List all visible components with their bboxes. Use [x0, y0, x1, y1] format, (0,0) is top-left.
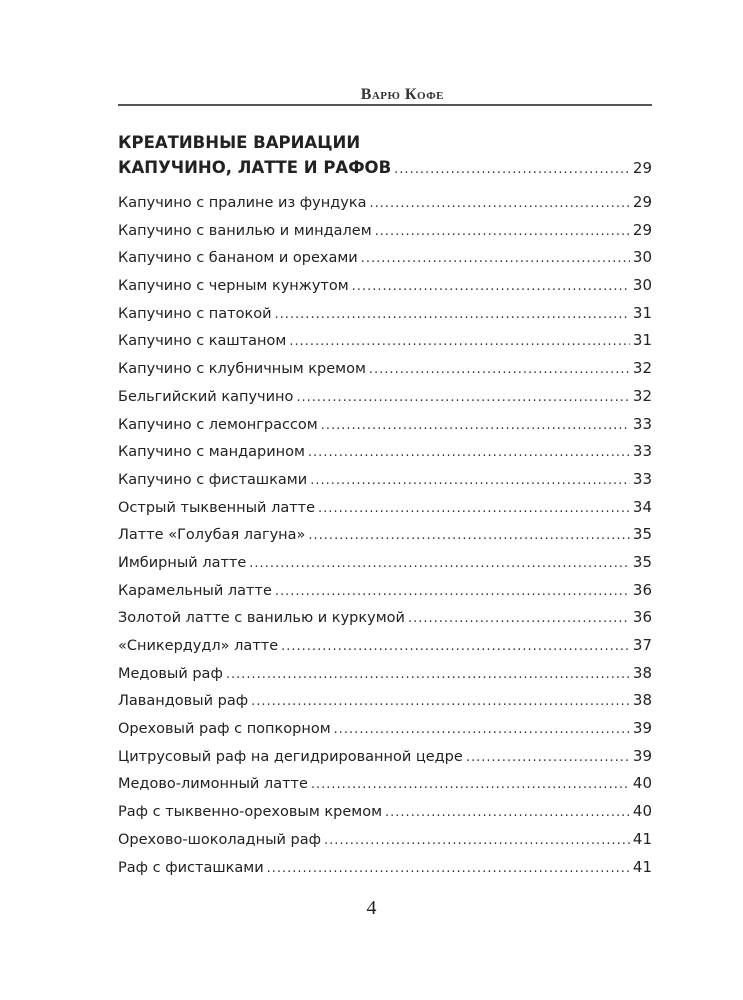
toc-entry-title: Острый тыквенный латте — [118, 499, 316, 516]
toc-entry[interactable] — [118, 608, 652, 636]
leader-dots — [321, 417, 630, 433]
section-title-line2: КАПУЧИНО, ЛАТТЕ И РАФОВ — [118, 158, 392, 177]
toc-entry-title: Орехово-шоколадный раф — [118, 831, 322, 848]
toc-entry[interactable] — [118, 387, 652, 415]
toc-entry-page: 34 — [632, 497, 652, 516]
toc-entry[interactable] — [118, 193, 652, 221]
leader-dots — [251, 693, 630, 709]
toc-entry-title: Бельгийский капучино — [118, 388, 294, 405]
leader-dots — [289, 333, 630, 349]
toc-entry[interactable] — [118, 802, 652, 830]
toc-entry-page: 31 — [632, 331, 652, 350]
toc-entry-page: 29 — [632, 193, 652, 211]
toc-entry-page: 32 — [632, 386, 652, 405]
toc-entry-page: 37 — [632, 636, 652, 654]
leader-dots — [394, 155, 630, 182]
toc-entry-page: 36 — [632, 580, 652, 599]
toc-entry-page: 30 — [632, 276, 652, 295]
toc-entry-page: 33 — [632, 442, 652, 461]
toc-entry-page: 40 — [632, 802, 652, 821]
toc-entry-title: «Сникердудл» латте — [118, 638, 279, 654]
leader-dots — [375, 223, 630, 239]
toc-entry-page: 38 — [632, 691, 652, 710]
toc-entry-title: Латте «Голубая лагуна» — [118, 527, 306, 544]
toc-entry[interactable] — [118, 664, 652, 692]
leader-dots — [249, 555, 630, 571]
toc-entry-title: Медовый раф — [118, 665, 223, 682]
leader-dots — [385, 804, 630, 820]
leader-dots — [226, 666, 630, 682]
toc-entry[interactable] — [118, 498, 652, 526]
toc-entry-page: 30 — [632, 248, 652, 267]
leader-dots — [466, 749, 630, 765]
toc-entry[interactable] — [118, 525, 652, 553]
toc-entry-page: 41 — [632, 829, 652, 848]
toc-entry-page: 39 — [632, 746, 652, 765]
toc-entry-title: Раф с тыквенно-ореховым кремом — [118, 804, 383, 821]
leader-dots — [281, 638, 630, 654]
leader-dots — [267, 860, 630, 876]
toc-entry[interactable] — [118, 276, 652, 304]
toc-entry-title: Карамельный латте — [118, 582, 272, 599]
page-number: 4 — [366, 897, 377, 919]
toc-entry-title: Капучино с клубничным кремом — [118, 361, 366, 378]
leader-dots — [311, 776, 630, 792]
toc-entry-title: Капучино с мандарином — [118, 444, 305, 461]
toc-entry-page: 38 — [632, 663, 652, 682]
leader-dots — [334, 721, 630, 737]
toc-entry-page: 29 — [632, 220, 652, 239]
toc-entry-title: Золотой латте с ванилью и куркумой — [118, 610, 405, 627]
toc-entry-title: Капучино с черным кунжутом — [118, 278, 349, 295]
section-heading — [118, 130, 652, 182]
toc-entry[interactable] — [118, 415, 652, 443]
leader-dots — [308, 527, 630, 543]
toc-entry[interactable] — [118, 581, 652, 609]
toc-entry[interactable] — [118, 774, 652, 802]
toc-entry-title: Капучино с ванилью и миндалем — [118, 222, 372, 239]
toc-entry-page: 41 — [632, 857, 652, 876]
toc-entry-title: Раф с фисташками — [118, 859, 264, 876]
toc-entry-title: Ореховый раф с попкорном — [118, 721, 331, 738]
toc-entry-page: 33 — [632, 469, 652, 488]
toc-entry-title: Капучино с каштаном — [118, 333, 287, 350]
leader-dots — [310, 472, 630, 488]
leader-dots — [369, 361, 630, 377]
toc-entry-page: 36 — [632, 608, 652, 627]
leader-dots — [408, 610, 630, 626]
header-rule — [118, 104, 652, 106]
toc-entry[interactable] — [118, 719, 652, 747]
toc-entry[interactable] — [118, 470, 652, 498]
toc-entry[interactable] — [118, 636, 652, 664]
toc-entry-page: 35 — [632, 525, 652, 544]
section-title-line1: КРЕАТИВНЫЕ ВАРИАЦИИ — [118, 133, 361, 152]
leader-dots — [318, 500, 630, 516]
toc-entry-title: Капучино с пралине из фундука — [118, 195, 367, 211]
toc-entry[interactable] — [118, 331, 652, 359]
toc-entry-title: Имбирный латте — [118, 554, 247, 571]
leader-dots — [352, 278, 630, 294]
toc-entry-title: Капучино с бананом и орехами — [118, 250, 358, 267]
toc-entry-title: Капучино с патокой — [118, 305, 272, 322]
toc-entry[interactable] — [118, 830, 652, 858]
leader-dots — [275, 583, 630, 599]
toc-entry-page: 39 — [632, 719, 652, 738]
toc-entry[interactable] — [118, 747, 652, 775]
toc-entry-title: Цитрусовый раф на дегидрированной цедре — [118, 748, 463, 765]
toc-entry-page: 33 — [632, 414, 652, 433]
toc-entry[interactable] — [118, 248, 652, 276]
toc-entry[interactable] — [118, 553, 652, 581]
leader-dots — [308, 444, 630, 460]
toc-entry-title: Капучино с лемонграссом — [118, 416, 318, 433]
toc-entry-title: Лавандовый раф — [118, 693, 249, 710]
toc-entry-page: 31 — [632, 303, 652, 322]
toc-list — [118, 193, 652, 885]
section-page: 29 — [632, 159, 652, 177]
leader-dots — [275, 306, 630, 322]
toc-entry[interactable] — [118, 304, 652, 332]
leader-dots — [324, 832, 630, 848]
running-header: Варю Кофе — [360, 86, 444, 103]
toc-entry[interactable] — [118, 691, 652, 719]
toc-entry-page: 32 — [632, 359, 652, 378]
leader-dots — [296, 389, 630, 405]
toc-entry-title: Медово-лимонный латте — [118, 776, 308, 793]
toc-entry-page: 35 — [632, 552, 652, 571]
toc-entry[interactable] — [118, 442, 652, 470]
toc-entry[interactable] — [118, 858, 652, 886]
toc-entry[interactable] — [118, 221, 652, 249]
leader-dots — [370, 195, 630, 211]
leader-dots — [361, 250, 630, 266]
toc-entry-page: 40 — [632, 774, 652, 793]
toc-entry[interactable] — [118, 359, 652, 387]
toc-entry-title: Капучино с фисташками — [118, 471, 308, 488]
